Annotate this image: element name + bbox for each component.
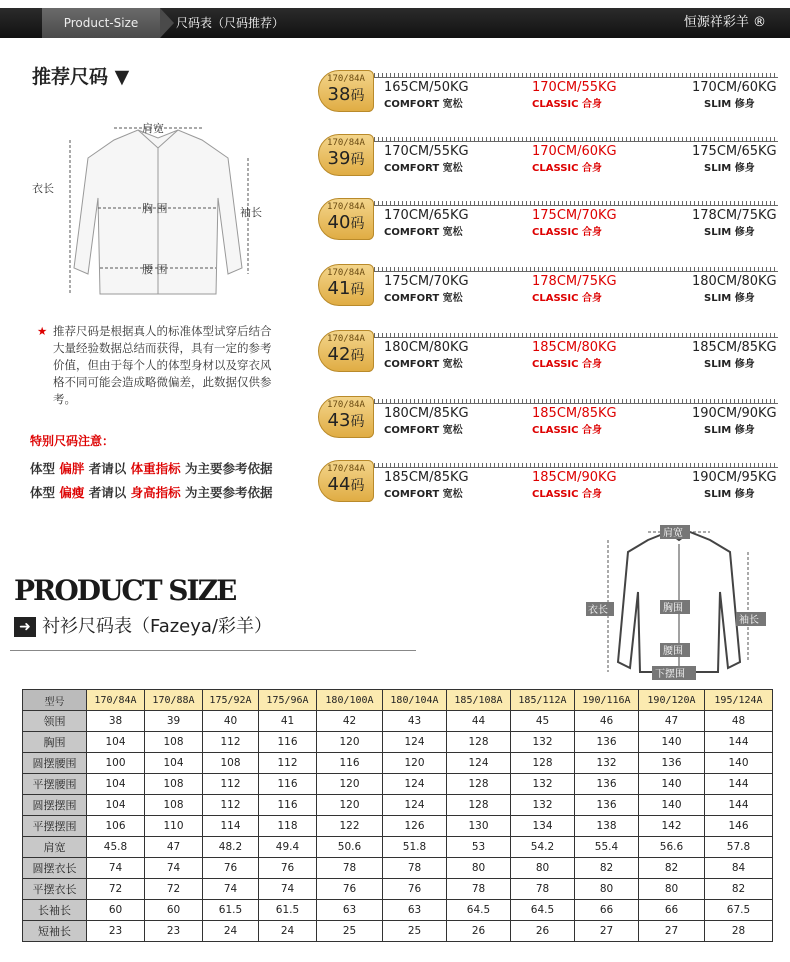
table-cell: 平摆腰围 <box>23 774 87 795</box>
table-cell: 27 <box>575 921 639 942</box>
table-cell: 胸围 <box>23 732 87 753</box>
table-cell: 112 <box>203 795 259 816</box>
table-cell: 126 <box>383 816 447 837</box>
table-cell: 26 <box>511 921 575 942</box>
table-cell: 140 <box>639 774 705 795</box>
ruler <box>374 196 778 206</box>
table-cell: 64.5 <box>511 900 575 921</box>
table-cell: 48 <box>705 711 773 732</box>
size-badge: 170/84A 40码 <box>318 198 374 240</box>
table-cell: 61.5 <box>259 900 317 921</box>
table-row <box>23 900 773 921</box>
table-cell: 100 <box>87 753 145 774</box>
table-cell: 104 <box>87 774 145 795</box>
classic-col: 185CM/90KG CLASSIC 合身 <box>532 470 617 500</box>
ruler <box>374 68 778 78</box>
label2-sleeve: 袖长 <box>739 615 759 626</box>
table-cell: 74 <box>145 858 203 879</box>
table-cell: 肩宽 <box>23 837 87 858</box>
table-cell: 110 <box>145 816 203 837</box>
table-cell: 104 <box>87 732 145 753</box>
size-row <box>316 392 778 442</box>
size-badge: 170/84A 43码 <box>318 396 374 438</box>
slim-col: 180CM/80KG SLIM 修身 <box>692 274 777 304</box>
table-cell: 136 <box>575 732 639 753</box>
product-size-subtitle: ➜ 衬衫尺码表（Fazeya/彩羊） <box>14 612 272 638</box>
table-cell: 146 <box>705 816 773 837</box>
table-cell: 66 <box>575 900 639 921</box>
table-cell: 134 <box>511 816 575 837</box>
table-cell: 112 <box>203 732 259 753</box>
size-row <box>316 66 778 116</box>
table-cell: 76 <box>317 879 383 900</box>
size-row <box>316 194 778 244</box>
classic-col: 170CM/55KG CLASSIC 合身 <box>532 80 617 110</box>
comfort-col: 170CM/55KG COMFORT 宽松 <box>384 144 469 174</box>
table-cell: 142 <box>639 816 705 837</box>
table-cell: 132 <box>511 795 575 816</box>
classic-col: 178CM/75KG CLASSIC 合身 <box>532 274 617 304</box>
size-row <box>316 130 778 180</box>
table-cell: 45.8 <box>87 837 145 858</box>
arrow-right-icon: ➜ <box>14 617 36 637</box>
table-cell: 80 <box>639 879 705 900</box>
table-cell: 40 <box>203 711 259 732</box>
table-header-cell: 175/96A <box>259 690 317 711</box>
slim-col: 190CM/90KG SLIM 修身 <box>692 406 777 436</box>
size-table <box>22 689 773 942</box>
table-cell: 118 <box>259 816 317 837</box>
label-shoulder: 肩宽 <box>142 122 164 135</box>
table-cell: 67.5 <box>705 900 773 921</box>
table-cell: 短袖长 <box>23 921 87 942</box>
table-cell: 116 <box>259 732 317 753</box>
table-row <box>23 753 773 774</box>
comfort-col: 180CM/80KG COMFORT 宽松 <box>384 340 469 370</box>
label2-chest: 胸围 <box>663 603 683 614</box>
table-cell: 140 <box>639 795 705 816</box>
table-cell: 114 <box>203 816 259 837</box>
table-cell: 84 <box>705 858 773 879</box>
table-cell: 136 <box>639 753 705 774</box>
table-cell: 47 <box>145 837 203 858</box>
comfort-col: 185CM/85KG COMFORT 宽松 <box>384 470 469 500</box>
table-cell: 45 <box>511 711 575 732</box>
table-row <box>23 732 773 753</box>
table-cell: 39 <box>145 711 203 732</box>
table-cell: 78 <box>383 858 447 879</box>
table-row <box>23 879 773 900</box>
size-badge: 170/84A 41码 <box>318 264 374 306</box>
size-badge: 170/84A 39码 <box>318 134 374 176</box>
table-cell: 27 <box>639 921 705 942</box>
table-cell: 41 <box>259 711 317 732</box>
table-cell: 128 <box>447 795 511 816</box>
table-cell: 圆摆衣长 <box>23 858 87 879</box>
table-row <box>23 795 773 816</box>
table-cell: 63 <box>317 900 383 921</box>
table-cell: 140 <box>639 732 705 753</box>
table-cell: 53 <box>447 837 511 858</box>
table-row <box>23 837 773 858</box>
table-header-cell: 195/124A <box>705 690 773 711</box>
table-cell: 108 <box>145 795 203 816</box>
table-cell: 136 <box>575 795 639 816</box>
table-header-cell: 170/88A <box>145 690 203 711</box>
table-cell: 38 <box>87 711 145 732</box>
label-length: 衣长 <box>32 182 54 195</box>
table-cell: 60 <box>87 900 145 921</box>
star-icon: ★ <box>37 324 48 338</box>
table-header-cell: 型号 <box>23 690 87 711</box>
comfort-col: 175CM/70KG COMFORT 宽松 <box>384 274 469 304</box>
table-cell: 106 <box>87 816 145 837</box>
shirt-diagram-2 <box>584 522 774 682</box>
note-text: 推荐尺码是根据真人的标准体型试穿后结合大量经验数据总结而获得，具有一定的参考价值，但由于每个人的体型身材以及穿衣风格不同可能会造成略微偏差，此数据仅供参考。 <box>53 324 272 406</box>
table-cell: 55.4 <box>575 837 639 858</box>
table-header-cell: 190/120A <box>639 690 705 711</box>
slim-col: 178CM/75KG SLIM 修身 <box>692 208 777 238</box>
slim-col: 170CM/60KG SLIM 修身 <box>692 80 777 110</box>
table-cell: 76 <box>259 858 317 879</box>
table-cell: 78 <box>511 879 575 900</box>
table-header-cell: 185/112A <box>511 690 575 711</box>
table-cell: 144 <box>705 795 773 816</box>
table-cell: 112 <box>259 753 317 774</box>
table-cell: 64.5 <box>447 900 511 921</box>
table-cell: 25 <box>383 921 447 942</box>
table-cell: 24 <box>203 921 259 942</box>
table-cell: 128 <box>447 732 511 753</box>
table-cell: 42 <box>317 711 383 732</box>
table-cell: 领围 <box>23 711 87 732</box>
table-cell: 80 <box>511 858 575 879</box>
table-cell: 82 <box>705 879 773 900</box>
table-header-cell: 185/108A <box>447 690 511 711</box>
ruler <box>374 262 778 272</box>
table-cell: 平摆衣长 <box>23 879 87 900</box>
table-cell: 144 <box>705 774 773 795</box>
slim-col: 190CM/95KG SLIM 修身 <box>692 470 777 500</box>
size-row <box>316 456 778 506</box>
table-cell: 78 <box>317 858 383 879</box>
table-cell: 平摆摆围 <box>23 816 87 837</box>
classic-col: 185CM/80KG CLASSIC 合身 <box>532 340 617 370</box>
comfort-col: 180CM/85KG COMFORT 宽松 <box>384 406 469 436</box>
table-cell: 120 <box>383 753 447 774</box>
table-cell: 130 <box>447 816 511 837</box>
table-header-cell: 180/104A <box>383 690 447 711</box>
table-cell: 104 <box>145 753 203 774</box>
table-cell: 长袖长 <box>23 900 87 921</box>
table-cell: 80 <box>447 858 511 879</box>
table-cell: 23 <box>87 921 145 942</box>
table-header-cell: 190/116A <box>575 690 639 711</box>
table-cell: 116 <box>259 795 317 816</box>
table-cell: 140 <box>705 753 773 774</box>
rule-heavy: 体型 偏胖 者请以 体重指标 为主要参考依据 <box>30 461 273 476</box>
header-bar <box>0 8 790 38</box>
ruler <box>374 328 778 338</box>
table-cell: 49.4 <box>259 837 317 858</box>
table-cell: 56.6 <box>639 837 705 858</box>
product-size-title: PRODUCT SIZE <box>14 574 236 607</box>
table-cell: 48.2 <box>203 837 259 858</box>
table-cell: 136 <box>575 774 639 795</box>
table-cell: 82 <box>639 858 705 879</box>
table-cell: 138 <box>575 816 639 837</box>
size-row <box>316 326 778 376</box>
label-waist: 腰 围 <box>142 263 168 276</box>
slim-col: 175CM/65KG SLIM 修身 <box>692 144 777 174</box>
table-cell: 74 <box>87 858 145 879</box>
table-cell: 132 <box>511 732 575 753</box>
label2-waist: 腰围 <box>663 646 683 657</box>
table-cell: 72 <box>87 879 145 900</box>
table-cell: 26 <box>447 921 511 942</box>
comfort-col: 165CM/50KG COMFORT 宽松 <box>384 80 469 110</box>
table-cell: 76 <box>203 858 259 879</box>
table-cell: 108 <box>203 753 259 774</box>
header-subtitle: 尺码表（尺码推荐） <box>176 16 285 30</box>
table-cell: 120 <box>317 732 383 753</box>
table-cell: 24 <box>259 921 317 942</box>
label-sleeve: 袖长 <box>240 206 262 219</box>
table-cell: 28 <box>705 921 773 942</box>
table-header-row <box>23 690 773 711</box>
table-cell: 112 <box>203 774 259 795</box>
table-cell: 104 <box>87 795 145 816</box>
size-badge: 170/84A 38码 <box>318 70 374 112</box>
divider <box>10 650 416 651</box>
table-cell: 124 <box>447 753 511 774</box>
table-row <box>23 816 773 837</box>
special-title: 特别尺码注意： <box>30 434 115 448</box>
classic-col: 170CM/60KG CLASSIC 合身 <box>532 144 617 174</box>
ruler <box>374 132 778 142</box>
table-cell: 108 <box>145 732 203 753</box>
header-tab: Product-Size <box>42 8 160 38</box>
table-cell: 74 <box>259 879 317 900</box>
label2-hem: 下摆围 <box>655 669 685 680</box>
table-cell: 46 <box>575 711 639 732</box>
table-row <box>23 921 773 942</box>
table-cell: 128 <box>511 753 575 774</box>
table-cell: 80 <box>575 879 639 900</box>
recommend-note <box>37 323 280 408</box>
ruler <box>374 458 778 468</box>
table-cell: 43 <box>383 711 447 732</box>
table-cell: 63 <box>383 900 447 921</box>
table-cell: 圆摆摆围 <box>23 795 87 816</box>
recommend-title: 推荐尺码 ▼ <box>32 66 130 88</box>
table-cell: 144 <box>705 732 773 753</box>
table-cell: 76 <box>383 879 447 900</box>
table-cell: 圆摆腰围 <box>23 753 87 774</box>
table-cell: 54.2 <box>511 837 575 858</box>
comfort-col: 170CM/65KG COMFORT 宽松 <box>384 208 469 238</box>
table-cell: 116 <box>259 774 317 795</box>
size-row <box>316 260 778 310</box>
table-cell: 108 <box>145 774 203 795</box>
table-cell: 132 <box>575 753 639 774</box>
table-cell: 132 <box>511 774 575 795</box>
table-row <box>23 858 773 879</box>
table-cell: 66 <box>639 900 705 921</box>
table-header-cell: 175/92A <box>203 690 259 711</box>
table-cell: 50.6 <box>317 837 383 858</box>
table-cell: 124 <box>383 795 447 816</box>
table-cell: 122 <box>317 816 383 837</box>
size-badge: 170/84A 44码 <box>318 460 374 502</box>
table-cell: 120 <box>317 774 383 795</box>
label2-length: 衣长 <box>588 605 608 616</box>
label-chest: 胸 围 <box>142 202 168 215</box>
brand-name: 恒源祥彩羊 ® <box>683 15 766 30</box>
table-cell: 72 <box>145 879 203 900</box>
rule-thin: 体型 偏瘦 者请以 身高指标 为主要参考依据 <box>30 485 273 500</box>
table-cell: 116 <box>317 753 383 774</box>
table-cell: 23 <box>145 921 203 942</box>
table-cell: 60 <box>145 900 203 921</box>
shirt-diagram <box>28 108 298 308</box>
table-cell: 25 <box>317 921 383 942</box>
table-cell: 61.5 <box>203 900 259 921</box>
table-row <box>23 711 773 732</box>
table-header-cell: 180/100A <box>317 690 383 711</box>
table-row <box>23 774 773 795</box>
label2-shoulder: 肩宽 <box>663 528 683 539</box>
table-cell: 124 <box>383 774 447 795</box>
table-cell: 78 <box>447 879 511 900</box>
table-cell: 44 <box>447 711 511 732</box>
size-badge: 170/84A 42码 <box>318 330 374 372</box>
table-cell: 82 <box>575 858 639 879</box>
table-header-cell: 170/84A <box>87 690 145 711</box>
classic-col: 175CM/70KG CLASSIC 合身 <box>532 208 617 238</box>
slim-col: 185CM/85KG SLIM 修身 <box>692 340 777 370</box>
table-cell: 57.8 <box>705 837 773 858</box>
table-cell: 120 <box>317 795 383 816</box>
table-cell: 51.8 <box>383 837 447 858</box>
ruler <box>374 394 778 404</box>
classic-col: 185CM/85KG CLASSIC 合身 <box>532 406 617 436</box>
table-cell: 74 <box>203 879 259 900</box>
table-cell: 124 <box>383 732 447 753</box>
table-cell: 47 <box>639 711 705 732</box>
table-cell: 128 <box>447 774 511 795</box>
